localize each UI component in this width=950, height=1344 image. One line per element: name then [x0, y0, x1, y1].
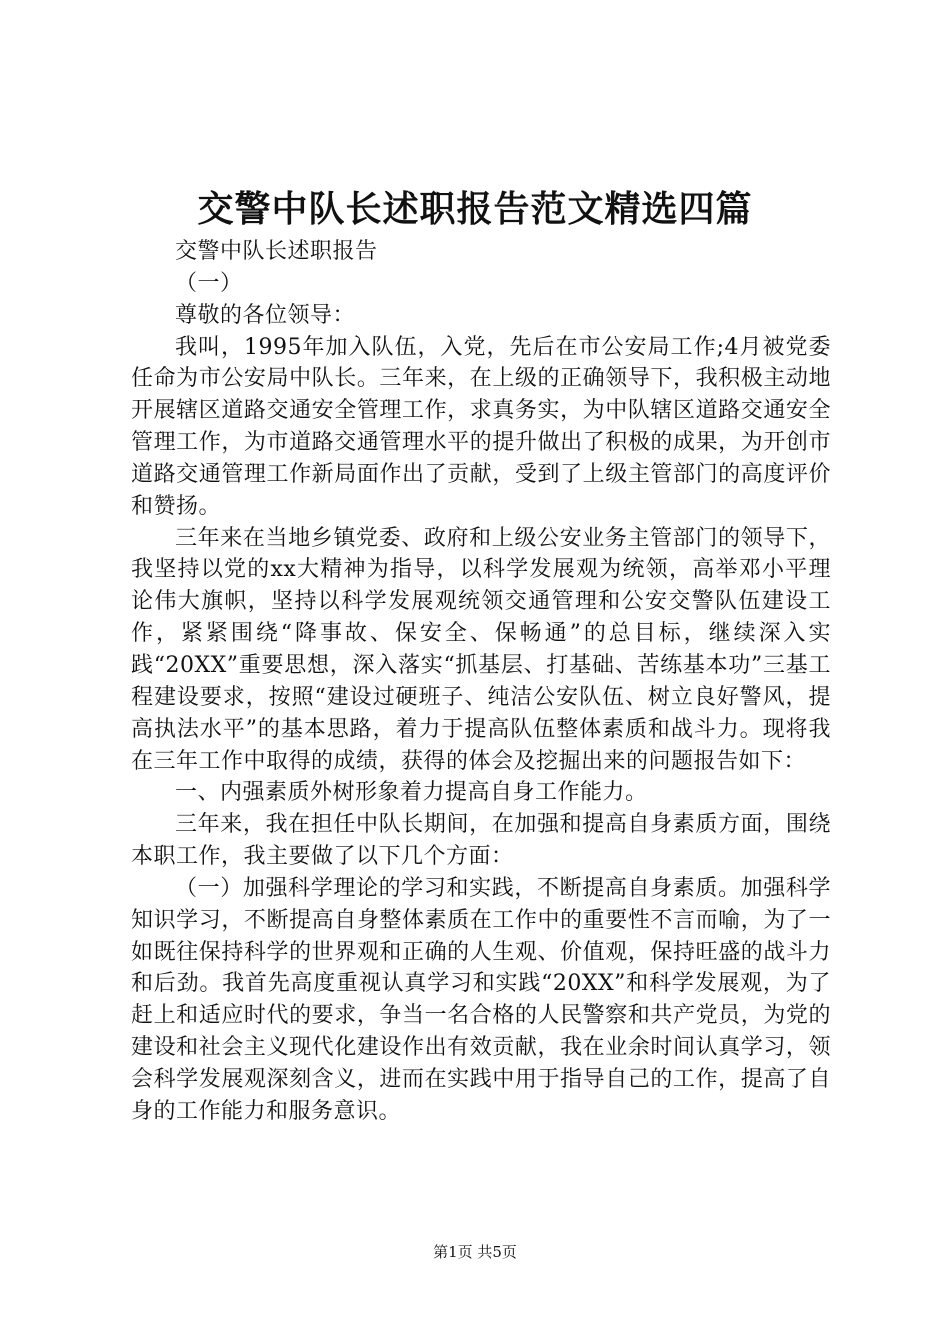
page-title: 交警中队长述职报告范文精选四篇: [197, 188, 753, 230]
paragraph-guiding-principles: 三年来在当地乡镇党委、政府和上级公安业务主管部门的领导下，我坚持以党的xx大精神为指导，以科学发展观为统领，高举邓小平理论伟大旗帜，坚持以科学发展观统领交通管理和公安交警队伍建设工作，紧紧围绕“降事故、保安全、保畅通”的总目标，继续深入实践“20XX”重要思想，深入落实“抓基层、打基础、苦练基本功”三基工程建设要求，按照“建设过硬班子、纯洁公安队伍、树立良好警风，提高执法水平”的基本思路，着力于提高队伍整体素质和战斗力。现将我在三年工作中取得的成绩，获得的体会及挖掘出来的问题报告如下：: [131, 525, 831, 774]
paragraph-study-practice: （一）加强科学理论的学习和实践，不断提高自身素质。加强科学知识学习，不断提高自身整体素质在工作中的重要性不言而喻，为了一如既往保持科学的世界观和正确的人生观、价值观，保持旺盛的战斗力和后劲。我首先高度重视认真学习和实践“20XX”和科学发展观，为了赶上和适应时代的要求，争当一名合格的人民警察和共产党员，为党的建设和社会主义现代化建设作出有效贡献，我在业余时间认真学习，领会科学发展观深刻含义，进而在实践中用于指导自己的工作，提高了自身的工作能力和服务意识。: [131, 875, 831, 1124]
paragraph-subtitle: 交警中队长述职报告: [175, 239, 378, 264]
paragraph-section-intro: 三年来，我在担任中队长期间，在加强和提高自身素质方面，围绕本职工作，我主要做了以下几个方面：: [131, 812, 831, 870]
paragraph-section-heading: 一、内强素质外树形象着力提高自身工作能力。: [175, 780, 648, 806]
page-footer: 第1页 共5页: [433, 1243, 517, 1261]
document-body: [131, 236, 831, 1128]
paragraph-section-number: （一）: [175, 270, 243, 296]
paragraph-salutation: 尊敬的各位领导：: [175, 302, 356, 328]
paragraph-introduction: 我叫，1995年加入队伍，入党，先后在市公安局工作;4月被党委任命为市公安局中队长。三年来，在上级的正确领导下，我积极主动地开展辖区道路交通安全管理工作，求真务实，为中队辖区道路交通安全管理工作，为市道路交通管理水平的提升做出了积极的成果，为开创市道路交通管理工作新局面作出了贡献，受到了上级主管部门的高度评价和赞扬。: [131, 334, 831, 519]
